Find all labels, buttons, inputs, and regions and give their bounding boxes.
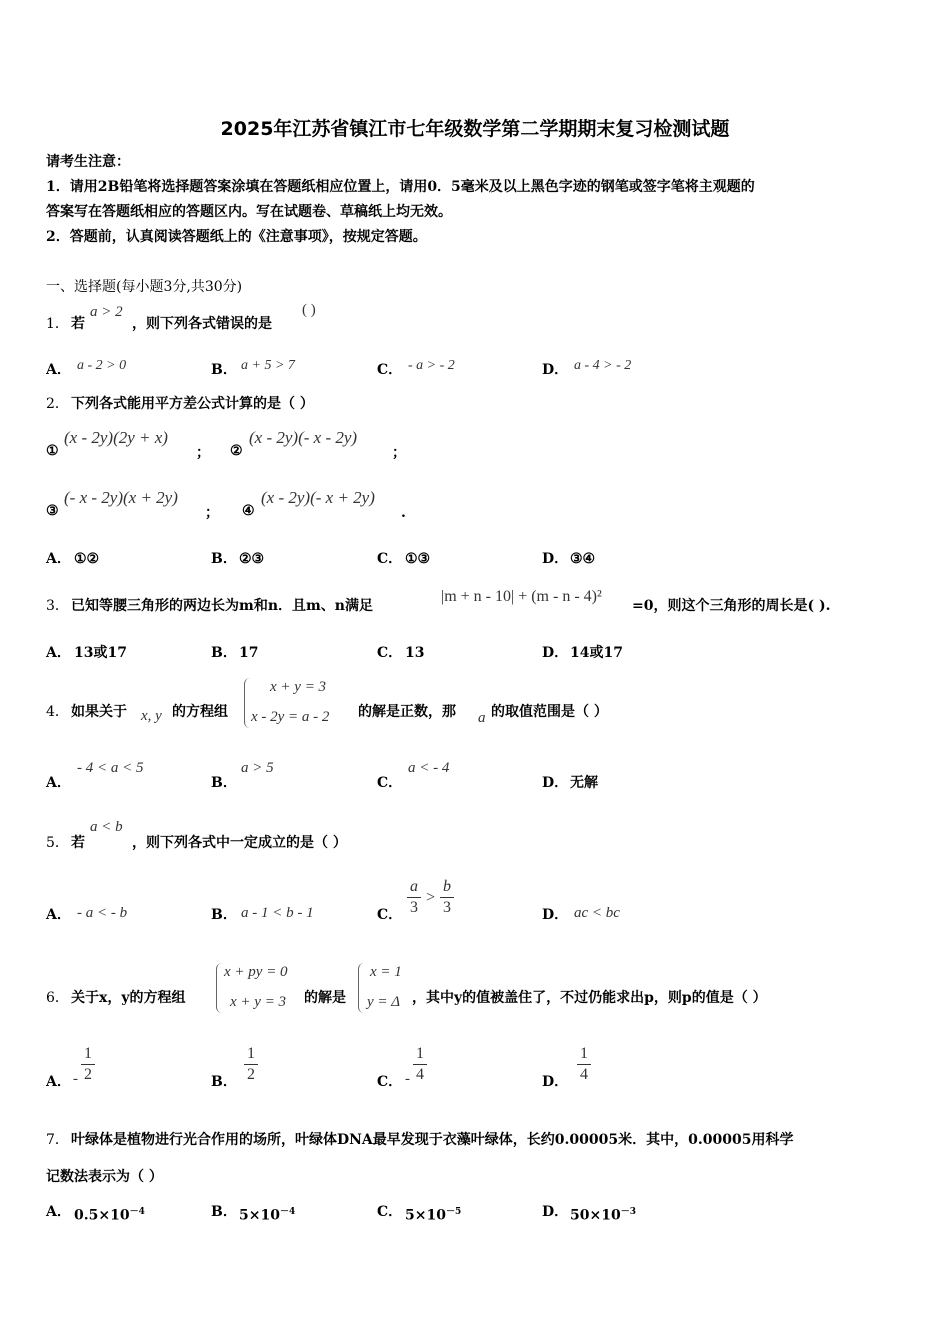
option-math: - a > - 2 <box>408 358 455 373</box>
option-label: A． <box>46 775 71 791</box>
option-label: C． <box>377 551 403 567</box>
option-text: 无解 <box>570 775 598 791</box>
option-sign: - <box>405 1071 410 1087</box>
var-a: a <box>478 710 486 726</box>
question-number: 5． <box>46 835 69 851</box>
fraction-denominator: 3 <box>443 899 451 916</box>
question-text: 若 <box>71 835 85 851</box>
question-text: 关于x，y的方程组 <box>71 990 186 1006</box>
item-sep: ； <box>392 445 406 461</box>
question-text: 的方程组 <box>172 704 228 720</box>
condition-math: a < b <box>90 819 123 835</box>
section-heading: 一、选择题(每小题3分,共30分) <box>46 279 243 295</box>
vars-math: x, y <box>141 708 162 724</box>
question-text: 的解是正数，那 <box>358 704 456 720</box>
option-math: a - 4 > - 2 <box>574 358 632 373</box>
fraction-numerator: a <box>410 878 418 895</box>
comparison-op: > <box>426 889 436 906</box>
fraction-numerator: 1 <box>580 1045 588 1062</box>
option-label: A． <box>46 907 71 923</box>
question-text: ，则下列各式中一定成立的是（ ） <box>132 835 347 851</box>
item-math: (x - 2y)(- x - 2y) <box>249 428 358 447</box>
option-label: A． <box>46 645 71 661</box>
option-fraction <box>244 1045 258 1084</box>
sci-base: 0.5×10 <box>74 1207 130 1224</box>
question-text: 的解是 <box>304 990 346 1006</box>
option-label: C． <box>377 1204 403 1220</box>
question-text: =0，则这个三角形的周长是( ). <box>632 598 831 614</box>
sci-base: 5×10 <box>239 1207 280 1224</box>
option-label: D． <box>542 1204 569 1220</box>
option-math: ac < bc <box>574 905 620 921</box>
question-text: ，则下列各式错误的是 <box>132 316 272 332</box>
option-sign: - <box>73 1071 78 1087</box>
option-label: C． <box>377 645 403 661</box>
system-brace <box>216 963 222 1013</box>
option-label: B． <box>211 362 237 378</box>
item-sep: . <box>401 505 406 521</box>
solution-eq-2: y = Δ <box>367 994 401 1010</box>
question-text: 若 <box>71 316 85 332</box>
item-math: (x - 2y)(2y + x) <box>64 428 168 447</box>
option-label: D． <box>542 1074 569 1090</box>
option-value <box>405 1203 461 1225</box>
page-title: 2025年江苏省镇江市七年级数学第二学期期末复习检测试题 <box>220 118 730 140</box>
option-math: a > 5 <box>241 760 274 776</box>
question-number: 4． <box>46 704 69 720</box>
option-label: D． <box>542 551 569 567</box>
system-eq-1: x + y = 3 <box>270 679 327 695</box>
sci-exponent: －5 <box>445 1207 462 1217</box>
option-label: A． <box>46 1204 71 1220</box>
fraction-b-over-3 <box>440 878 454 917</box>
system-eq-2: x + y = 3 <box>230 994 287 1010</box>
option-text: ①② <box>74 551 100 567</box>
option-label: B． <box>211 551 237 567</box>
notice-line-1b: 答案写在答题纸相应的答题区内。写在试题卷、草稿纸上均无效。 <box>46 204 452 220</box>
question-text: 如果关于 <box>71 704 127 720</box>
solution-brace <box>358 963 364 1013</box>
notice-line-2: 2．答题前，认真阅读答题纸上的《注意事项》，按规定答题。 <box>46 229 427 245</box>
option-math: - 4 < a < 5 <box>77 760 144 776</box>
item-mark: ④ <box>242 503 255 519</box>
question-text: 记数法表示为（ ） <box>46 1169 163 1185</box>
option-math: a < - 4 <box>408 760 450 776</box>
fraction-denominator: 2 <box>84 1066 92 1083</box>
option-math: a - 2 > 0 <box>77 358 127 373</box>
option-text: 17 <box>239 645 259 661</box>
fraction-denominator: 4 <box>416 1066 424 1083</box>
question-text: 下列各式能用平方差公式计算的是（ ） <box>71 396 314 412</box>
question-number: 6． <box>46 990 69 1006</box>
item-math: (x - 2y)(- x + 2y) <box>261 488 375 507</box>
system-eq-1: x + py = 0 <box>224 964 288 980</box>
item-mark: ③ <box>46 503 59 519</box>
option-value <box>570 1203 636 1225</box>
fraction-numerator: 1 <box>416 1045 424 1062</box>
option-text: 13或17 <box>74 645 127 661</box>
option-text: 14或17 <box>570 645 623 661</box>
option-label: B． <box>211 907 237 923</box>
item-sep: ； <box>205 505 219 521</box>
answer-paren: ( ) <box>302 302 316 318</box>
option-label: D． <box>542 907 569 923</box>
sci-exponent: －4 <box>279 1207 296 1217</box>
option-value <box>74 1203 145 1225</box>
option-fraction <box>413 1045 427 1084</box>
option-math: - a < - b <box>77 905 128 921</box>
option-label: D． <box>542 775 569 791</box>
fraction-numerator: b <box>443 878 451 895</box>
solution-eq-1: x = 1 <box>370 964 402 980</box>
option-text: 13 <box>405 645 425 661</box>
question-text: 的取值范围是（ ） <box>491 704 608 720</box>
option-label: B． <box>211 1074 237 1090</box>
option-fraction <box>81 1045 95 1084</box>
fraction-a-over-3 <box>407 878 421 917</box>
option-label: C． <box>377 907 403 923</box>
option-text: ①③ <box>405 551 431 567</box>
option-math: a - 1 < b - 1 <box>241 905 314 921</box>
fraction-denominator: 3 <box>410 899 418 916</box>
item-mark: ② <box>230 443 243 459</box>
sci-base: 50×10 <box>570 1207 621 1224</box>
option-label: A． <box>46 362 71 378</box>
option-label: C． <box>377 1074 403 1090</box>
question-number: 7． <box>46 1132 69 1148</box>
question-number: 2． <box>46 396 69 412</box>
question-text: 已知等腰三角形的两边长为m和n．且m、n满足 <box>71 598 373 614</box>
option-label: B． <box>211 1204 237 1220</box>
sci-exponent: －4 <box>129 1207 145 1217</box>
notice-heading: 请考生注意： <box>46 154 130 170</box>
option-label: A． <box>46 1074 71 1090</box>
option-math: a + 5 > 7 <box>241 358 295 373</box>
option-text: ②③ <box>239 551 265 567</box>
fraction-denominator: 2 <box>247 1066 255 1083</box>
system-eq-2: x - 2y = a - 2 <box>251 709 330 725</box>
fraction-numerator: 1 <box>247 1045 255 1062</box>
question-number: 3． <box>46 598 69 614</box>
option-label: A． <box>46 551 71 567</box>
option-label: B． <box>211 645 237 661</box>
fraction-denominator: 4 <box>580 1066 588 1083</box>
condition-math: a > 2 <box>90 304 123 320</box>
sci-exponent: －3 <box>620 1207 636 1217</box>
sci-base: 5×10 <box>405 1207 446 1224</box>
fraction-numerator: 1 <box>84 1045 92 1062</box>
item-sep: ； <box>196 445 210 461</box>
question-number: 1． <box>46 316 69 332</box>
option-label: C． <box>377 362 403 378</box>
option-value <box>239 1203 295 1225</box>
question-text: ，其中y的值被盖住了，不过仍能求出p，则p的值是（ ） <box>412 990 767 1006</box>
option-label: D． <box>542 362 569 378</box>
option-label: C． <box>377 775 403 791</box>
system-brace <box>244 678 250 728</box>
condition-math: |m + n - 10| + (m - n - 4)² <box>441 588 602 605</box>
question-text: 叶绿体是植物进行光合作用的场所，叶绿体DNA最早发现于衣藻叶绿体，长约0.00005米．其中，0.00005用科学 <box>71 1132 794 1148</box>
option-label: D． <box>542 645 569 661</box>
item-mark: ① <box>46 443 59 459</box>
option-fraction <box>577 1045 591 1084</box>
item-math: (- x - 2y)(x + 2y) <box>64 488 178 507</box>
option-label: B． <box>211 775 237 791</box>
notice-line-1: 1．请用2B铅笔将选择题答案涂填在答题纸相应位置上，请用0．5毫米及以上黑色字迹的钢笔或签字笔将主观题的 <box>46 179 755 195</box>
option-text: ③④ <box>570 551 596 567</box>
